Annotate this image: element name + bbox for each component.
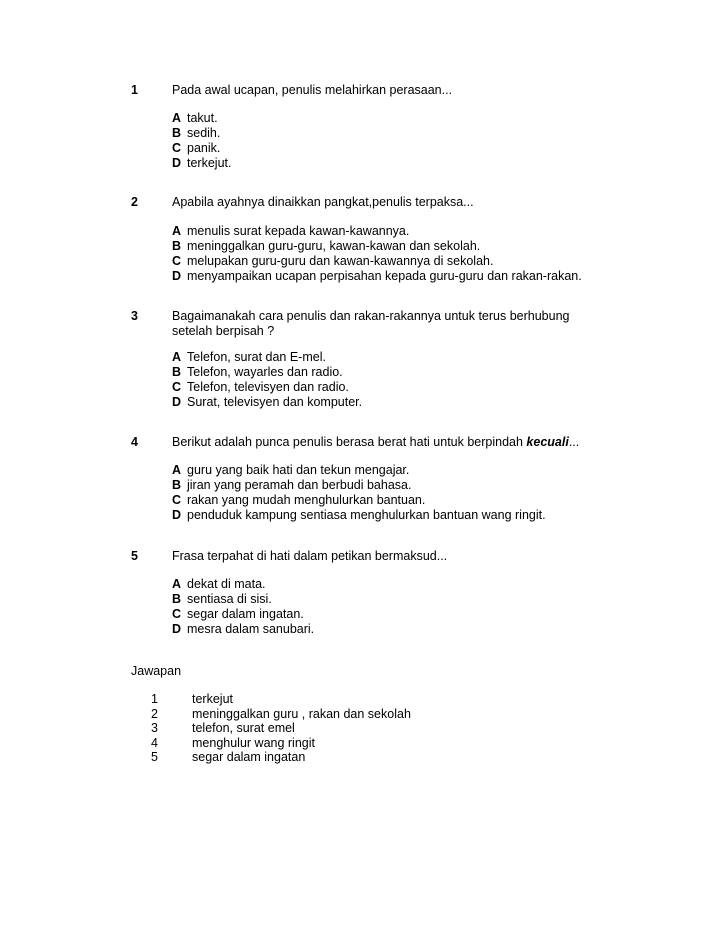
answer-text: segar dalam ingatan bbox=[192, 750, 306, 764]
option-text: segar dalam ingatan. bbox=[187, 607, 304, 621]
option-text: sedih. bbox=[187, 126, 221, 140]
option-list bbox=[172, 350, 362, 410]
option-letter: C bbox=[172, 141, 182, 155]
option-letter: B bbox=[172, 239, 182, 253]
option-list bbox=[172, 463, 546, 523]
option-letter: A bbox=[172, 463, 182, 477]
question-stem-line: setelah berpisah ? bbox=[172, 324, 275, 338]
option-letter: D bbox=[172, 395, 182, 409]
option-letter: B bbox=[172, 365, 182, 379]
option-text: rakan yang mudah menghulurkan bantuan. bbox=[187, 493, 426, 507]
option-c bbox=[172, 141, 231, 156]
question-stem: Frasa terpahat di hati dalam petikan bermaksud... bbox=[172, 549, 448, 563]
answer-number: 2 bbox=[151, 706, 158, 721]
option-text: Surat, televisyen dan komputer. bbox=[187, 395, 363, 409]
option-text: jiran yang peramah dan berbudi bahasa. bbox=[187, 478, 412, 492]
option-text: panik. bbox=[187, 141, 221, 155]
option-text: meninggalkan guru-guru, kawan-kawan dan sekolah. bbox=[187, 239, 481, 253]
option-letter: C bbox=[172, 254, 182, 268]
answer-text: meninggalkan guru , rakan dan sekolah bbox=[192, 706, 411, 721]
option-text: dekat di mata. bbox=[187, 577, 266, 591]
option-letter: A bbox=[172, 111, 182, 125]
question-number: 1 bbox=[131, 83, 138, 97]
option-a bbox=[172, 577, 314, 592]
answer-number: 4 bbox=[151, 735, 158, 750]
option-letter: C bbox=[172, 607, 182, 621]
answer-text: menghulur wang ringit bbox=[192, 735, 315, 750]
option-text: Telefon, surat dan E-mel. bbox=[187, 350, 326, 364]
option-letter: B bbox=[172, 592, 182, 606]
option-letter: A bbox=[172, 577, 182, 591]
option-letter: D bbox=[172, 269, 182, 283]
option-text: mesra dalam sanubari. bbox=[187, 622, 315, 636]
option-text: menulis surat kepada kawan-kawannya. bbox=[187, 224, 410, 238]
option-text: melupakan guru-guru dan kawan-kawannya di sekolah. bbox=[187, 254, 494, 268]
option-c bbox=[172, 607, 314, 622]
answer-key-title: Jawapan bbox=[131, 664, 182, 678]
answer-text: terkejut bbox=[192, 692, 233, 706]
option-list bbox=[172, 111, 231, 171]
answer-key bbox=[131, 664, 591, 764]
question-stem-keyword: kecuali bbox=[526, 435, 569, 449]
question-stem bbox=[172, 435, 602, 450]
option-letter: B bbox=[172, 126, 182, 140]
option-c bbox=[172, 493, 546, 508]
option-letter: D bbox=[172, 156, 182, 170]
option-text: guru yang baik hati dan tekun mengajar. bbox=[187, 463, 410, 477]
option-b bbox=[172, 478, 546, 493]
answer-number: 1 bbox=[151, 692, 158, 706]
option-d bbox=[172, 508, 546, 523]
question-stem: Pada awal ucapan, penulis melahirkan perasaan... bbox=[172, 83, 453, 97]
option-text: penduduk kampung sentiasa menghulurkan bantuan wang ringit. bbox=[187, 508, 546, 522]
option-letter: D bbox=[172, 508, 182, 522]
option-list bbox=[172, 224, 582, 284]
option-b bbox=[172, 239, 582, 254]
option-a bbox=[172, 463, 546, 478]
option-text: Telefon, wayarles dan radio. bbox=[187, 365, 343, 379]
option-text: menyampaikan ucapan perpisahan kepada guru-guru dan rakan-rakan. bbox=[187, 269, 582, 283]
question-number: 5 bbox=[131, 549, 138, 563]
option-letter: B bbox=[172, 478, 182, 492]
question-stem-line: Bagaimanakah cara penulis dan rakan-rakannya untuk terus berhubung bbox=[172, 309, 570, 323]
option-list bbox=[172, 577, 314, 637]
option-b bbox=[172, 365, 362, 380]
option-text: Telefon, televisyen dan radio. bbox=[187, 380, 349, 394]
option-d bbox=[172, 156, 231, 171]
question-stem bbox=[172, 309, 602, 339]
question-stem: Apabila ayahnya dinaikkan pangkat,penulis terpaksa... bbox=[172, 195, 474, 209]
option-a bbox=[172, 224, 582, 239]
answer-number: 3 bbox=[151, 721, 158, 735]
option-d bbox=[172, 622, 314, 637]
question-number: 2 bbox=[131, 195, 138, 209]
option-letter: A bbox=[172, 224, 182, 238]
option-c bbox=[172, 380, 362, 395]
option-c bbox=[172, 254, 582, 269]
option-text: terkejut. bbox=[187, 156, 232, 170]
question-stem-ellipsis: ... bbox=[568, 435, 580, 449]
option-text: takut. bbox=[187, 111, 218, 125]
option-text: sentiasa di sisi. bbox=[187, 592, 272, 606]
answer-number: 5 bbox=[151, 750, 158, 764]
question-stem-text: Berikut adalah punca penulis berasa berat hati untuk berpindah bbox=[172, 435, 527, 449]
option-letter: A bbox=[172, 350, 182, 364]
option-b bbox=[172, 126, 231, 141]
option-b bbox=[172, 592, 314, 607]
option-d bbox=[172, 395, 362, 410]
question-number: 4 bbox=[131, 435, 138, 449]
option-letter: C bbox=[172, 380, 182, 394]
answer-text: telefon, surat emel bbox=[192, 721, 295, 735]
question-number: 3 bbox=[131, 309, 138, 323]
option-letter: C bbox=[172, 493, 182, 507]
option-letter: D bbox=[172, 622, 182, 636]
option-a bbox=[172, 350, 362, 365]
option-a bbox=[172, 111, 231, 126]
option-d bbox=[172, 269, 582, 284]
